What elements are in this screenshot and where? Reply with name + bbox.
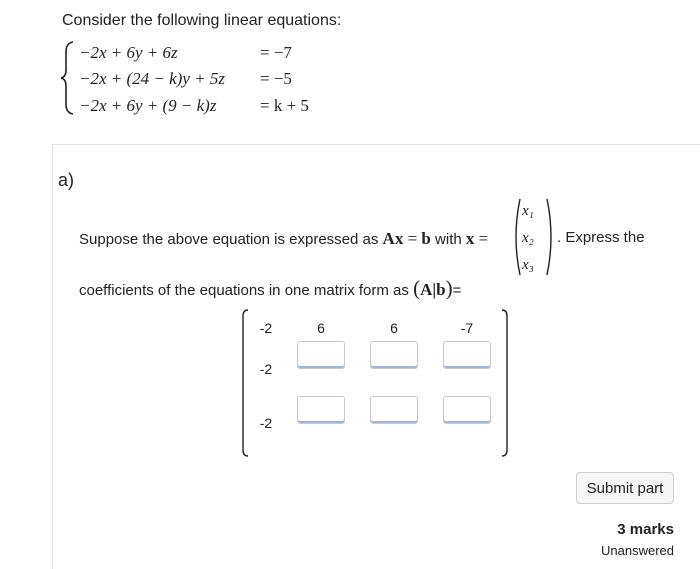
part-text-line1-end: . Express the bbox=[557, 229, 645, 246]
section-divider bbox=[52, 144, 700, 145]
vector-x2: x₂ bbox=[522, 230, 534, 246]
vector-right-paren bbox=[545, 197, 557, 277]
system-brace bbox=[60, 40, 76, 116]
part-label: a) bbox=[58, 170, 75, 190]
part-left-rule bbox=[52, 144, 53, 569]
matrix-input-r3c3[interactable] bbox=[370, 396, 418, 424]
equation-1-rhs: = −7 bbox=[260, 43, 292, 62]
matrix-input-r2c4[interactable] bbox=[443, 341, 491, 369]
matrix-input-r2c2[interactable] bbox=[297, 341, 345, 369]
matrix-cell-r2c1: -2 bbox=[259, 361, 273, 377]
matrix-right-bracket bbox=[500, 308, 510, 458]
submit-part-button[interactable]: Submit part bbox=[576, 472, 674, 504]
equation-2-lhs: −2x + (24 − k)y + 5z bbox=[79, 69, 225, 88]
matrix-cell-r1c1: -2 bbox=[259, 320, 273, 336]
matrix-cell-r3c1: -2 bbox=[259, 415, 273, 431]
matrix-cell-r1c2: 6 bbox=[317, 320, 325, 336]
matrix-cell-r1c3: 6 bbox=[390, 320, 398, 336]
equation-2-rhs: = −5 bbox=[260, 69, 292, 88]
matrix-input-r2c3[interactable] bbox=[370, 341, 418, 369]
answer-status: Unanswered bbox=[601, 543, 674, 558]
marks-label: 3 marks bbox=[617, 521, 674, 538]
equation-3-lhs: −2x + 6y + (9 − k)z bbox=[79, 96, 217, 115]
equation-3-rhs: = k + 5 bbox=[260, 96, 309, 115]
matrix-left-bracket bbox=[240, 308, 250, 458]
matrix-cell-r1c4: -7 bbox=[460, 320, 474, 336]
vector-x3: x₃ bbox=[522, 257, 534, 273]
question-intro: Consider the following linear equations: bbox=[62, 12, 342, 29]
matrix-input-r3c2[interactable] bbox=[297, 396, 345, 424]
vector-x1: x₁ bbox=[522, 203, 534, 219]
matrix-input-r3c4[interactable] bbox=[443, 396, 491, 424]
vector-left-paren bbox=[510, 197, 522, 277]
part-text-line2: coefficients of the equations in one matrix form as (A|b)= bbox=[79, 276, 462, 300]
part-text-line1: Suppose the above equation is expressed as Ax = b with x = bbox=[79, 229, 489, 248]
equation-1-lhs: −2x + 6y + 6z bbox=[79, 43, 178, 62]
